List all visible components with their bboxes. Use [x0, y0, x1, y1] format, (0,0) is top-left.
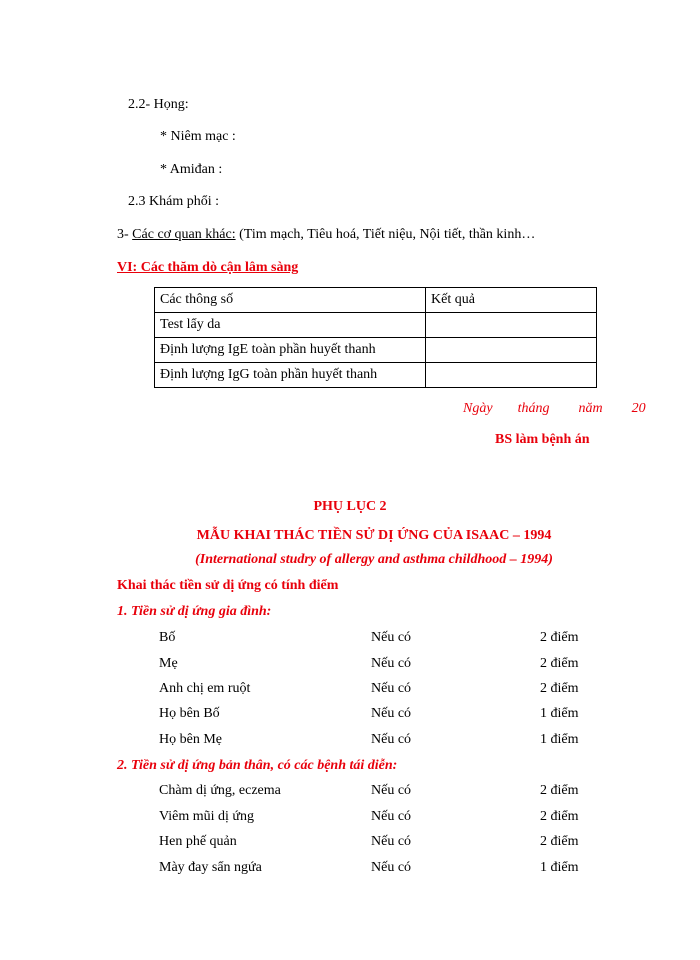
throat-heading: 2.2- Họng: [128, 97, 189, 112]
test-name: Test lẩy da [155, 313, 426, 338]
disease: Hen phế quản [159, 834, 237, 849]
test-result [426, 363, 597, 388]
table-row [155, 363, 597, 388]
points: 2 điểm [540, 809, 579, 824]
table-row [155, 313, 597, 338]
mucosa-field: * Niêm mạc : [160, 129, 236, 144]
column-header-result: Kết quả [426, 288, 597, 313]
appendix-subtitle: MẪU KHAI THÁC TIỀN SỬ DỊ ỨNG CỦA ISAAC – 1994 [196, 528, 552, 543]
appendix-english-subtitle: (International studry of allergy and asthma childhood – 1994) [195, 552, 553, 567]
condition: Nếu có [371, 706, 412, 721]
tests-table [154, 287, 597, 388]
appendix-intro: Khai thác tiền sử dị ứng có tính điểm [117, 578, 339, 593]
condition: Nếu có [371, 783, 412, 798]
column-header-parameters: Các thông số [155, 288, 426, 313]
disease: Viêm mũi dị ứng [159, 809, 255, 824]
test-name: Định lượng IgE toàn phần huyết thanh [155, 338, 426, 363]
condition: Nếu có [371, 860, 412, 875]
date-month-label: tháng [517, 401, 550, 416]
points: 2 điểm [540, 630, 579, 645]
condition: Nếu có [371, 681, 412, 696]
disease: Chàm dị ứng, eczema [159, 783, 281, 798]
disease: Mày đay sẩn ngứa [159, 860, 262, 875]
condition: Nếu có [371, 630, 412, 645]
condition: Nếu có [371, 732, 412, 747]
condition: Nếu có [371, 834, 412, 849]
condition: Nếu có [371, 656, 412, 671]
family-member: Anh chị em ruột [159, 681, 251, 696]
personal-history-heading: 2. Tiền sử dị ứng bản thân, có các bệnh tái diễn: [117, 758, 398, 773]
table-row [155, 338, 597, 363]
points: 2 điểm [540, 681, 579, 696]
points: 2 điểm [540, 783, 579, 798]
points: 2 điểm [540, 656, 579, 671]
condition: Nếu có [371, 809, 412, 824]
points: 1 điểm [540, 732, 579, 747]
test-name: Định lượng IgG toàn phần huyết thanh [155, 363, 426, 388]
family-member: Mẹ [159, 656, 178, 671]
tests-heading: VI: Các thăm dò cận lâm sàng [117, 260, 299, 275]
family-member: Họ bên Bố [159, 706, 220, 721]
date-year-prefix: 20 [631, 401, 646, 416]
family-member: Họ bên Mẹ [159, 732, 222, 747]
appendix-title: PHỤ LỤC 2 [313, 499, 387, 514]
other-organs-label: Các cơ quan khác: [132, 227, 236, 242]
doctor-signature-label: BS làm bệnh án [495, 432, 590, 447]
points: 1 điểm [540, 706, 579, 721]
other-organs-text: (Tim mạch, Tiêu hoá, Tiết niệu, Nội tiết, thần kinh… [239, 227, 536, 242]
points: 1 điểm [540, 860, 579, 875]
date-year-label: năm [578, 401, 603, 416]
other-organs-line [117, 226, 535, 244]
test-result [426, 313, 597, 338]
other-organs-prefix: 3- [117, 227, 129, 242]
family-member: Bố [159, 630, 176, 645]
test-result [426, 338, 597, 363]
tonsil-field: * Amiđan : [160, 162, 223, 177]
lung-exam-field: 2.3 Khám phổi : [128, 194, 219, 209]
points: 2 điểm [540, 834, 579, 849]
signature-date [463, 400, 646, 418]
family-history-heading: 1. Tiền sử dị ứng gia đình: [117, 604, 272, 619]
date-day-label: Ngày [463, 401, 493, 416]
table-header-row [155, 288, 597, 313]
